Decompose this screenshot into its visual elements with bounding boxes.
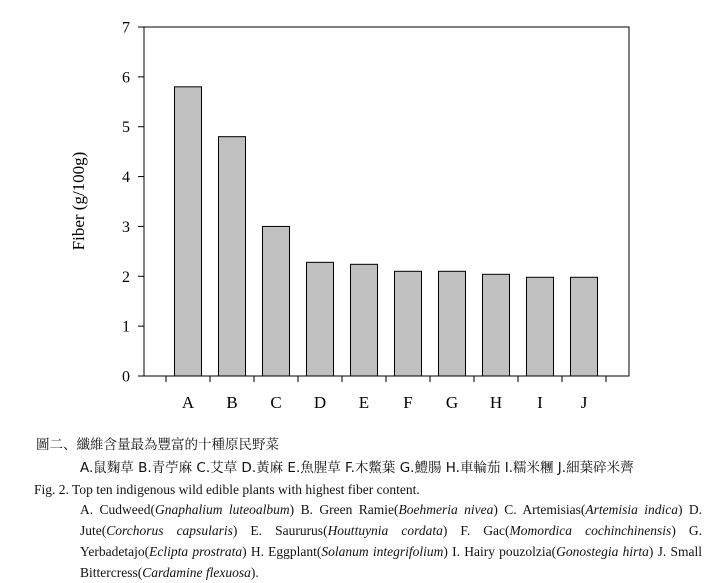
caption-en-title: Fig. 2. Top ten indigenous wild edible plants with highest fiber content. [34,482,420,497]
caption-en-item [80,502,294,517]
caption-zh-plant-list: A.鼠麴草 B.青苧麻 C.艾草 D.黃麻 E.魚腥草 F.木鱉葉 G.鱧腸 H.車輪茄 I.糯米糰 J.細葉碎米薺 [80,460,634,476]
caption-en-item [247,544,448,559]
scientific-name: Eclipta prostrata [149,544,243,559]
bar-i [527,277,554,376]
closing-punct: ) [232,523,238,538]
bar-h [483,274,510,376]
x-tick-label-e: E [358,393,370,412]
common-name: I. Hairy pouzolzia( [447,544,557,559]
common-name: E. Saururus( [237,523,328,538]
scientific-name: Solanum integrifolium [321,544,444,559]
closing-punct: ) [443,544,448,559]
bar-g [439,271,466,376]
common-name: B. Green Ramie( [294,502,399,517]
caption-en-item [448,544,654,559]
y-tick-label: 3 [122,218,130,236]
caption-en-item [447,523,675,538]
closing-punct: ) [648,544,654,559]
caption-zh-title: 圖二、纖維含量最為豐富的十種原民野菜 [36,437,279,453]
closing-punct: ) [677,502,683,517]
y-tick-label: 5 [122,119,130,137]
scientific-name: Houttuynia cordata [327,523,443,538]
y-tick-label: 4 [122,169,130,187]
y-tick-label: 2 [122,268,130,286]
common-name: D. Jute( [80,502,703,538]
x-tick-label-b: B [226,393,238,412]
common-name: F. Gac( [447,523,510,538]
bar-f [395,271,422,376]
common-name: A. Cudweed( [80,502,156,517]
caption-en-plant-list [80,499,702,583]
x-tick-label-j: J [580,393,588,412]
bar-e [351,264,378,376]
scientific-name: Artemisia indica [585,502,678,517]
caption-en-item [237,523,447,538]
common-name: C. Artemisias( [497,502,586,517]
scientific-name: Gonostegia hirta [556,544,649,559]
x-tick-label-h: H [489,393,503,412]
bar-a [175,87,202,376]
y-axis-label: Fiber (g/100g) [69,151,88,251]
x-tick-label-g: G [445,393,459,412]
caption-en-item [294,502,498,517]
common-name: H. Eggplant( [246,544,322,559]
closing-punct: ) [442,523,448,538]
closing-punct: ) [242,544,247,559]
y-tick-label: 0 [122,368,130,386]
x-tick-label-i: I [537,393,543,412]
plot-frame [144,27,629,376]
bar-d [307,262,334,376]
common-name: G. Yerbadetajo( [80,523,702,559]
scientific-name: Momordica cochinchinensis [509,523,672,538]
scientific-name: Cardamine flexuosa [142,565,251,580]
y-tick-label: 7 [122,19,130,37]
common-name: J. Small Bittercress( [80,544,702,580]
x-tick-label-a: A [181,393,195,412]
closing-punct: ) [493,502,498,517]
bar-j [571,277,598,376]
bar-c [263,226,290,376]
x-axis [166,376,606,412]
closing-punct: ) [289,502,295,517]
scientific-name: Corchorus capsularis [106,523,233,538]
y-tick-label: 6 [122,69,130,87]
scientific-name: Gnaphalium luteoalbum [155,502,290,517]
closing-punct: ) [671,523,676,538]
caption-en-item [498,502,683,517]
x-tick-label-c: C [270,393,282,412]
x-tick-label-f: F [403,393,413,412]
scientific-name: Boehmeria nivea [398,502,494,517]
y-axis [122,20,144,386]
closing-punct: ). [250,565,259,580]
bar-b [219,137,246,376]
y-tick-label: 1 [122,318,130,336]
x-tick-label-d: D [313,393,327,412]
bars-group [175,87,598,376]
